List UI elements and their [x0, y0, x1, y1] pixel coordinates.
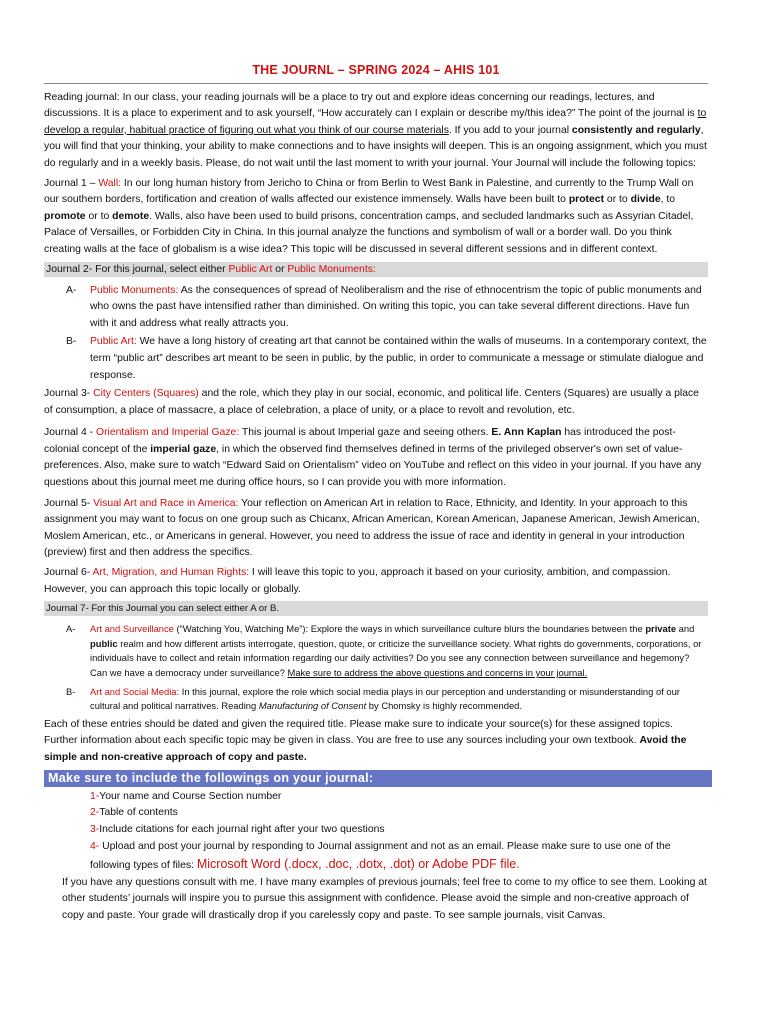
journal-2-header: Journal 2- For this journal, select either Public Art or Public Monuments: [44, 262, 708, 277]
journal-6-topic: Art, Migration, and Human Rights: [92, 567, 250, 579]
entries-paragraph: Each of these entries should be dated and given the required title. Please make sure to indicate your source(s) for these assigned topics. Further information about each specific topic may be given in class. You are free to use any sources including your own textbook. Avoid the simple and non-creative approach of copy and paste. [44, 718, 687, 763]
list-item: A- Art and Surveillance (“Watching You, Watching Me”): Explore the ways in which surveillance culture blurs the boundaries between the private and public realm and how different artists interrogate, question, quote, or criticize the surveillance society. What rights do governments, corporations, or individuals have to collect and retain information regarding our daily activities? Do you see any connection between surveillance and hegemony? Can we have a democracy under surveillance? Make sure to address the above questions and concerns in your journal. [66, 623, 702, 678]
list-item: 1-Your name and Course Section number [90, 790, 282, 802]
journal-1-label: Journal 1 – [44, 177, 99, 189]
title-rule [44, 83, 708, 84]
closing-paragraph: If you have any questions consult with me. I have many examples of previous journals; feel free to come to my office to see them. Looking at other students’ journals will inspire you to pursue this assignment with confidence. Please avoid the simple and non-creative approach of copy and paste. Your grade will drastically drop if you carelessly copy and paste. To see sample journals, visit Canvas. [62, 876, 707, 921]
journal-2-options [44, 283, 708, 385]
journal-3-topic: City Centers (Squares) [93, 388, 199, 400]
list-item: B- Public Art: We have a long history of creating art that cannot be contained within the walls of museums. In a contemporary context, the term “public art” describes art meant to be seen in public, by the public, in order to communicate a message or stimulate dialogue and response. [66, 336, 707, 381]
intro-underline: to develop a regular, habitual practice of figuring out what you think of our course materials [44, 108, 707, 136]
document-title: THE JOURNL – SPRING 2024 – AHIS 101 [252, 63, 500, 77]
list-item: A- Public Monuments: As the consequences of spread of Neoliberalism and the rise of ethnocentrism the topic of public monuments and who owns the past have intensified rather than diminished. On writing this topic, you can take several different directions. Have fun with it and address what really attracts you. [66, 284, 702, 329]
journal-1-topic: Wall: [98, 177, 122, 189]
journal-3-paragraph: Journal 3- City Centers (Squares) and the role, which they play in our social, economic, and political life. Centers (Squares) are usually a place of consumption, a place of massacre, a place of celebration, a place of unity, or a place to revolt and revolution, etc. [44, 388, 699, 416]
journal-7-header: Journal 7- For this Journal you can select either A or B. [44, 601, 708, 616]
journal-4-topic: Orientalism and Imperial Gaze: [95, 427, 240, 439]
document-page [44, 62, 708, 927]
entries-bold: Avoid the simple and non-creative approach of copy and paste. [44, 735, 687, 763]
includes-header: Make sure to include the followings on your journal: [44, 770, 712, 787]
list-item: 4- Upload and post your journal by responding to Journal assignment and not as an email. Please make sure to use one of the following types of files: Microsoft Word (.docx, .doc, .dotx, .dot) or Adobe PDF file. [90, 840, 671, 871]
file-types: Microsoft Word (.docx, .doc, .dotx, .dot) or Adobe PDF file. [196, 856, 520, 871]
list-item: B- Art and Social Media: In this journal, explore the role which social media plays in our perception and understanding or misunderstanding of our cultural and political narratives. Reading Manufacturing of Consent by Chomsky is highly recommended. [66, 685, 680, 712]
journal-4-paragraph: Journal 4 - Orientalism and Imperial Gaze: This journal is about Imperial gaze and seeing others. E. Ann Kaplan has introduced the post-colonial concept of the imperial gaze, in which the observed find themselves defined in terms of the privileged observer's own set of value-preferences. Also, make sure to watch “Edward Said on Orientalism” video on YouTube and reflect on this video in your journal. If you have any questions about this journal meet me during office hours, so I can provide you with more information. [44, 427, 702, 489]
intro-label: Reading journal: [44, 91, 120, 103]
journal-7-options [44, 622, 708, 714]
intro-bold: consistently and regularly [571, 124, 701, 136]
includes-list [44, 789, 708, 875]
intro-paragraph: Reading journal: In our class, your reading journals will be a place to try out and explore ideas concerning our readings, lectures, and discussions. It is a place to experiment and to ask yourself, “How accurately can I explain or describe my/this idea?” The point of the journal is to develop a regular, habitual practice of figuring out what you think of our course materials. If you add to your journal consistently and regularly, you will find that your thinking, your ability to make connections and to have insights will deepen. This is an ongoing assignment, which you must do regularly and in a weekly basis. Please, do not wait until the last moment to writh your journal. Your Journal will include the following topics: [44, 91, 707, 169]
journal-1-paragraph: Journal 1 – Wall: In our long human history from Jericho to China or from Berlin to West Bank in Palestine, and currently to the Trump Wall on our southern borders, fortification and creation of walls affected our existence immensely. Walls have been built to protect or to divide, to promote or to demote. Walls, also have been used to build prisons, concentration camps, and secluded landmarks such as Assyrian Citadel, Palace of Versailles, or Forbidden City in China. In this journal analyze the functions and symbolism of wall or a border wall. Do you think creating walls at the face of globalism is a wise idea? This topic will be discussed in several different sessions and in different context. [44, 177, 694, 255]
journal-5-paragraph: Journal 5- Visual Art and Race in America: Your reflection on American Art in relation to Race, Ethnicity, and Identity. In your approach to this assignment you may want to focus on one group such as Chicanx, African American, Korean American, Japanese American, Jewish American, Moslem American, etc., or Americans in general. However, you need to address the issue of race and identity in general in your introduction (preview) first and then address the specifics. [44, 497, 700, 559]
list-item: 3-Include citations for each journal right after your two questions [90, 824, 385, 836]
list-item: 2-Table of contents [90, 807, 178, 819]
journal-5-topic: Visual Art and Race in America: [93, 497, 239, 509]
journal-6-paragraph: Journal 6- Art, Migration, and Human Rights: I will leave this topic to you, approach it based on your curiosity, ambition, and compassion. However, you can approach this topic locally or globally. [44, 567, 671, 595]
